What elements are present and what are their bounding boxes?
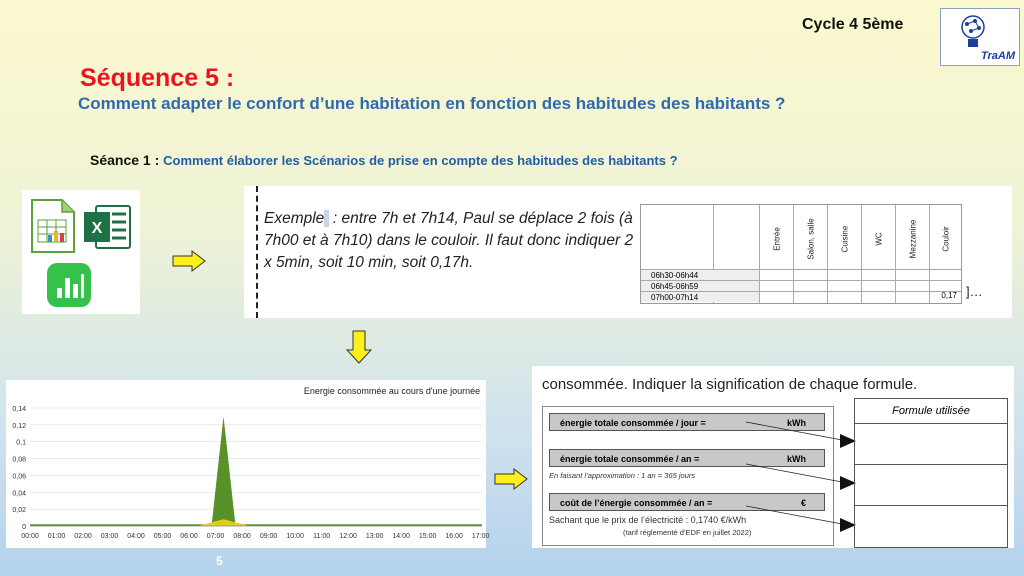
cell-value: 0,17 xyxy=(941,291,957,300)
traam-logo xyxy=(940,8,1020,66)
svg-text:X: X xyxy=(91,220,103,237)
x-tick-label: 06:00 xyxy=(180,533,198,540)
page-number: 5 xyxy=(216,554,223,568)
x-tick-label: 00:00 xyxy=(21,533,39,540)
formula-instruction: consommée. Indiquer la signification de chaque formule. xyxy=(542,376,918,393)
x-tick-label: 03:00 xyxy=(100,533,119,540)
x-tick-label: 07:00 xyxy=(206,533,225,540)
x-tick-label: 17:00 xyxy=(471,533,490,540)
example-panel xyxy=(244,186,1012,318)
arrow-down-icon xyxy=(346,330,372,364)
column-header: Mezzanine xyxy=(908,219,918,259)
x-tick-label: 14:00 xyxy=(392,533,410,540)
x-tick-label: 09:00 xyxy=(259,533,278,540)
chart-svg xyxy=(6,380,490,548)
example-word: Exemple xyxy=(264,210,325,227)
seance-label: Séance 1 : xyxy=(90,152,164,168)
x-tick-label: 10:00 xyxy=(286,533,304,540)
y-tick-label: 0,1 xyxy=(16,439,26,447)
seance-question: Comment élaborer les Scénarios de prise en compte des habitudes des habitants ? xyxy=(163,153,678,168)
column-header: Cuisine xyxy=(840,225,850,253)
y-tick-label: 0,14 xyxy=(12,406,26,413)
cycle-label: Cycle 4 5ème xyxy=(802,16,904,33)
formula-table xyxy=(854,398,1008,548)
formula-header: Formule utilisée xyxy=(855,399,1007,424)
x-tick-label: 01:00 xyxy=(47,533,66,540)
y-tick-label: 0,12 xyxy=(12,422,26,430)
sequence-title: Séquence 5 : xyxy=(80,64,235,92)
x-tick-label: 15:00 xyxy=(418,533,437,540)
formula-box-energy-day: énergie totale consommée / jour = kWh xyxy=(549,413,825,431)
column-header: Entrée xyxy=(772,227,782,251)
x-tick-label: 12:00 xyxy=(339,533,357,540)
excel-icon xyxy=(82,204,132,250)
numbers-app-icon xyxy=(46,262,92,308)
divider xyxy=(256,186,258,318)
column-header: Salon, salle xyxy=(806,218,816,260)
series-area-partiel xyxy=(198,519,250,526)
seance-line xyxy=(90,152,678,168)
formula-box-cost-year: coût de l’énergie consommée / an = € xyxy=(549,493,825,511)
arrow-right-icon xyxy=(494,468,528,490)
table-row: 06h45-06h59 xyxy=(641,280,759,291)
series-area-total xyxy=(212,416,236,526)
x-tick-label: 08:00 xyxy=(233,533,251,540)
y-tick-label: 0,02 xyxy=(12,507,26,515)
energy-chart xyxy=(6,380,490,548)
lightbulb-icon xyxy=(953,13,993,53)
y-tick-label: 0,08 xyxy=(12,456,26,464)
table-row: 06h30-06h44 xyxy=(641,269,759,280)
formula-box-energy-year: énergie totale consommée / an = kWh xyxy=(549,449,825,467)
formula-cell[interactable] xyxy=(855,506,1007,546)
calc-spreadsheet-icon xyxy=(28,198,78,254)
y-tick-label: 0,06 xyxy=(12,473,26,481)
approx-note: En faisant l’approximation : 1 an = 365 jours xyxy=(549,471,696,480)
example-text xyxy=(264,208,634,274)
app-icons-panel xyxy=(22,190,140,314)
x-tick-label: 16:00 xyxy=(445,533,463,540)
x-tick-label: 04:00 xyxy=(127,533,145,540)
x-tick-label: 02:00 xyxy=(74,533,92,540)
column-header: WC xyxy=(874,232,884,246)
arrow-right-icon xyxy=(172,250,206,272)
formula-cell[interactable] xyxy=(855,465,1007,506)
schedule-table xyxy=(640,204,962,304)
formula-cell[interactable] xyxy=(855,424,1007,465)
price-note: Sachant que le prix de l’électricité : 0,1740 €/kWh xyxy=(549,515,747,525)
y-tick-label: 0 xyxy=(22,524,26,531)
example-sentence: : entre 7h et 7h14, Paul se déplace 2 fois (à 7h00 et à 7h10) dans le couloir. Il faut donc indiquer 2 x 5min, soit 10 min, soit 0,17h. xyxy=(264,210,634,271)
tariff-note: (tarif réglementé d’EDF en juillet 2022) xyxy=(623,528,752,537)
chart-title: Energie consommée au cours d'une journée xyxy=(303,386,481,396)
sequence-question: Comment adapter le confort d’une habitation en fonction des habitudes des habitants ? xyxy=(78,94,786,113)
logo-text: TraAM xyxy=(980,50,1015,62)
formula-panel xyxy=(532,366,1014,548)
x-tick-label: 13:00 xyxy=(365,533,384,540)
column-header: Couloir xyxy=(941,226,951,252)
x-tick-label: 11:00 xyxy=(313,533,331,540)
x-tick-label: 05:00 xyxy=(153,533,172,540)
table-row: 07h00-07h14 xyxy=(641,291,759,302)
y-tick-label: 0,04 xyxy=(12,490,26,498)
ellipsis: ]… xyxy=(966,284,983,299)
